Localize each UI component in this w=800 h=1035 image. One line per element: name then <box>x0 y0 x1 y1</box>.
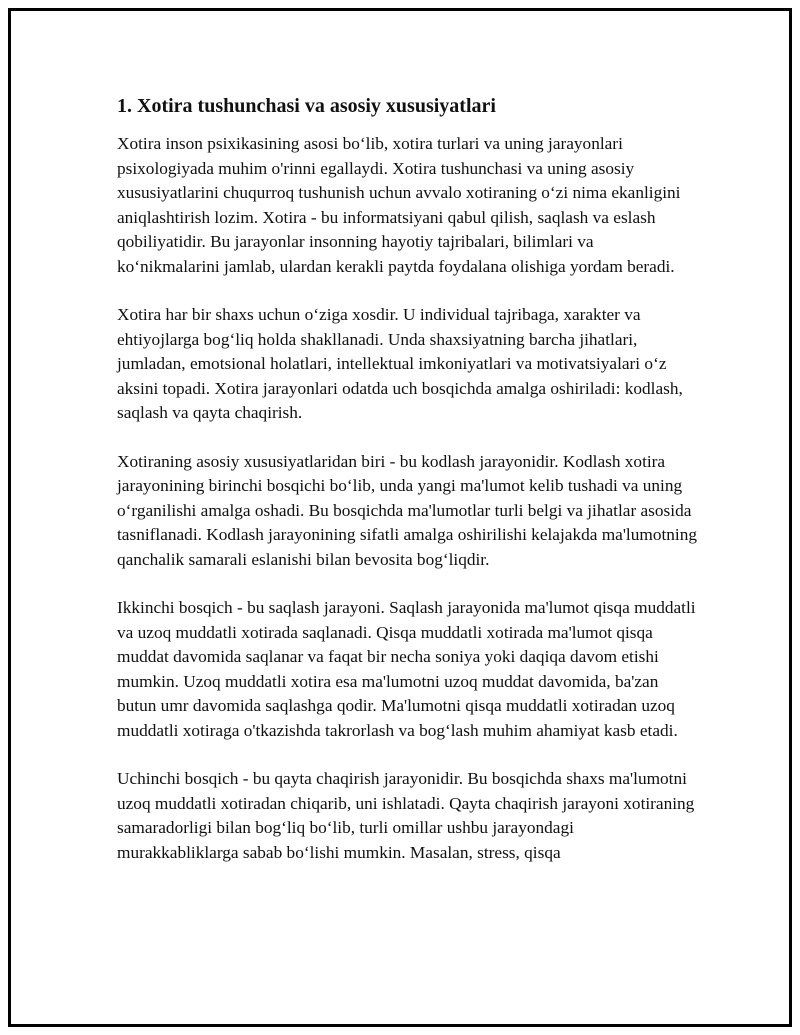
paragraph-3: Xotiraning asosiy xususiyatlaridan biri - bu kodlash jarayonidir. Kodlash xotira jarayonining birinchi bosqichi bo‘lib, unda yangi ma'lumot kelib tushadi va uning o‘rganilishi amalga oshadi. Bu bosqichda ma'lumotlar turli belgi va jihatlar asosida tasniflanadi. Kodlash jarayonining sifatli amalga oshirilishi kelajakda ma'lumotning qanchalik samarali eslanishi bilan bevosita bog‘liqdir. <box>117 451 697 569</box>
section-heading: 1. Xotira tushunchasi va asosiy xususiyatlari <box>117 95 496 117</box>
paragraph-2: Xotira har bir shaxs uchun o‘ziga xosdir. U individual tajribaga, xarakter va ehtiyojlarga bog‘liq holda shakllanadi. Unda shaxsiyatning barcha jihatlari, jumladan, emotsional holatlari, intellektual imkoniyatlari va motivatsiyalari o‘z aksini topadi. Xotira jarayonlari odatda uch bosqichda amalga oshiriladi: kodlash, saqlash va qayta chaqirish. <box>117 305 683 422</box>
paragraph-1: Xotira inson psixikasining asosi bo‘lib, xotira turlari va uning jarayonlari psixologiyada muhim o'rinni egallaydi. Xotira tushunchasi va uning asosiy xususiyatlarini chuqurroq tushunish uchun avvalo xotiraning o‘zi nima ekanligini aniqlashtirish lozim. Xotira - bu informatsiyani qabul qilish, saqlash va eslash qobiliyatidir. Bu jarayonlar insonning hayotiy tajribalari, bilimlari va ko‘nikmalarini jamlab, ulardan kerakli paytda foydalana olishiga yordam beradi. <box>117 134 681 276</box>
paragraph-5: Uchinchi bosqich - bu qayta chaqirish jarayonidir. Bu bosqichda shaxs ma'lumotni uzoq muddatli xotiradan chiqarib, uni ishlatadi. Qayta chaqirish jarayoni xotiraning samaradorligi bilan bog‘liq bo‘lib, turli omillar ushbu jarayondagi murakkabliklarga sabab bo‘lishi mumkin. Masalan, stress, qisqa <box>117 769 695 862</box>
document-content <box>117 92 697 889</box>
paragraph-4: Ikkinchi bosqich - bu saqlash jarayoni. Saqlash jarayonida ma'lumot qisqa muddatli va uzoq muddatli xotirada saqlanadi. Qisqa muddatli xotirada ma'lumot qisqa muddat davomida saqlanar va faqat bir necha soniya yoki daqiqa davom etishi mumkin. Uzoq muddatli xotira esa ma'lumotni uzoq muddat davomida, ba'zan butun umr davomida saqlashga qodir. Ma'lumotni qisqa muddatli xotiradan uzoq muddatli xotiraga o'tkazishda takrorlash va bog‘lash muhim ahamiyat kasb etadi. <box>117 598 696 740</box>
